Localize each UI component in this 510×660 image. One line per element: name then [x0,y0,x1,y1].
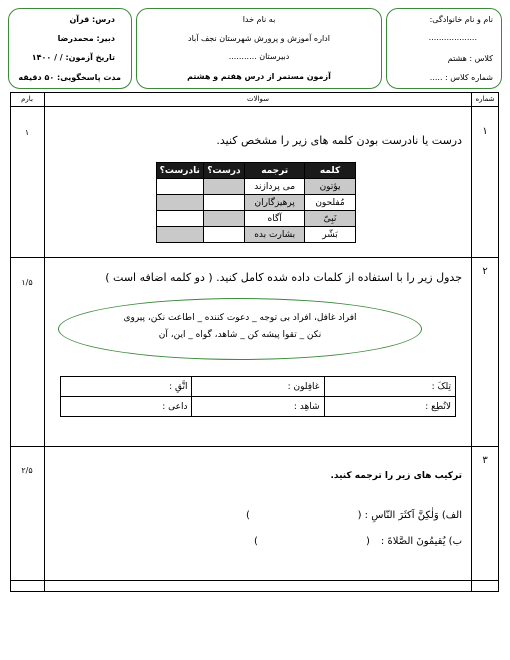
q3-score: ۲/۵ [21,466,33,475]
vocab-translation: پرهیزگاران [245,195,305,211]
q1-score: ۱ [24,128,30,137]
col-questions-header: سوالات [246,95,269,103]
vocab-header-incorrect: نادرست؟ [157,163,204,179]
divider-number-col [471,92,472,592]
divider-score-col [44,92,45,592]
class-label: کلاس : هشتم [447,54,493,63]
vocab-header-correct: درست؟ [203,163,245,179]
vocab-word: بَشّر [305,227,356,243]
table-row [157,195,356,211]
fill-cell[interactable]: لاتُطِع : [324,397,456,417]
vocab-header-translation: ترجمه [245,163,305,179]
q3-bottom [10,580,499,581]
header-row-bottom [10,106,499,107]
table-row [157,211,356,227]
col-number-header: شماره [475,95,495,103]
correct-cell[interactable] [203,227,245,243]
word-bank-oval [58,298,422,360]
vocab-word: نَبِیّ [305,211,356,227]
header-center-box [136,8,382,89]
header-right-box [386,8,502,89]
table-row [61,377,456,397]
q3-item-a-close: ) [246,510,250,521]
fill-cell[interactable]: غافِلون : [192,377,324,397]
vocab-translation: بشارت بده [245,227,305,243]
header-left-box [8,8,132,89]
q1-number: ۱ [482,126,488,137]
vocab-translation: آگاه [245,211,305,227]
q2-bottom [10,446,499,447]
q2-number: ۲ [482,266,488,277]
education-office: اداره آموزش و پرورش شهرستان نجف آباد [188,34,330,43]
word-bank-line-2: نکن _ تقوا پیشه کن _ شاهد، گواه _ این، آن [158,330,322,340]
vocab-word: یؤتون [305,179,356,195]
col-score-header: بارم [21,95,33,103]
incorrect-cell[interactable] [157,211,204,227]
q3-number: ۳ [482,455,488,466]
table-row [61,397,456,417]
duration-label: مدت پاسخگویی: ۵۰ دقیقه [18,73,121,82]
fill-cell[interactable]: اتَّقِ : [61,377,192,397]
school-name: دبیرستان ........... [228,52,290,61]
q1-prompt: درست یا نادرست بودن کلمه های زیر را مشخص کنید. [216,134,462,147]
bismillah: به نام خدا [242,15,276,24]
incorrect-cell[interactable] [157,179,204,195]
q3-prompt: ترکیب های زیر را ترجمه کنید. [330,471,462,481]
student-name-dots: ................... [428,33,477,42]
correct-cell[interactable] [203,211,245,227]
q2-score: ۱/۵ [21,278,33,287]
incorrect-cell[interactable] [157,195,204,211]
q2-prompt: جدول زیر را با استفاده از کلمات داده شده کامل کنید. ( دو کلمه اضافه است ) [105,271,462,284]
vocab-word: مُفلحون [305,195,356,211]
student-name-label: نام و نام خانوادگی: [429,15,493,24]
q1-vocab-table [156,162,356,243]
fill-cell[interactable]: تِلکَ : [324,377,456,397]
table-row [157,227,356,243]
correct-cell[interactable] [203,179,245,195]
fill-cell[interactable]: داعی : [61,397,192,417]
class-number-label: شماره کلاس : ..... [429,73,493,82]
q3-item-a: الف) وَلٰکِنَّ اَکثَرَ النّاسِ : ( [357,510,462,521]
q3-item-b: ب) یُقیمُونَ الصَّلاةَ : [380,536,462,547]
q2-fill-table [60,376,456,417]
table-row [157,179,356,195]
word-bank-line-1: افراد غافل، افراد بی توجه _ دعوت کننده _ اطاعت نکن، پیروی [123,313,357,323]
exam-date-label: تاریخ آزمون: / / ۱۴۰۰ [31,53,115,62]
q1-bottom [10,257,499,258]
q3-item-b-open: ( [366,536,370,547]
exam-title: آزمون مستمر از درس هفتم و هشتم [187,72,331,81]
subject-label: درس: قرآن [69,15,115,24]
q3-item-b-close: ) [254,536,258,547]
incorrect-cell[interactable] [157,227,204,243]
teacher-label: دبیر: محمدرضا [57,34,115,43]
vocab-header-word: کلمه [305,163,356,179]
vocab-translation: می پردازند [245,179,305,195]
fill-cell[interactable]: شاهِد : [192,397,324,417]
correct-cell[interactable] [203,195,245,211]
